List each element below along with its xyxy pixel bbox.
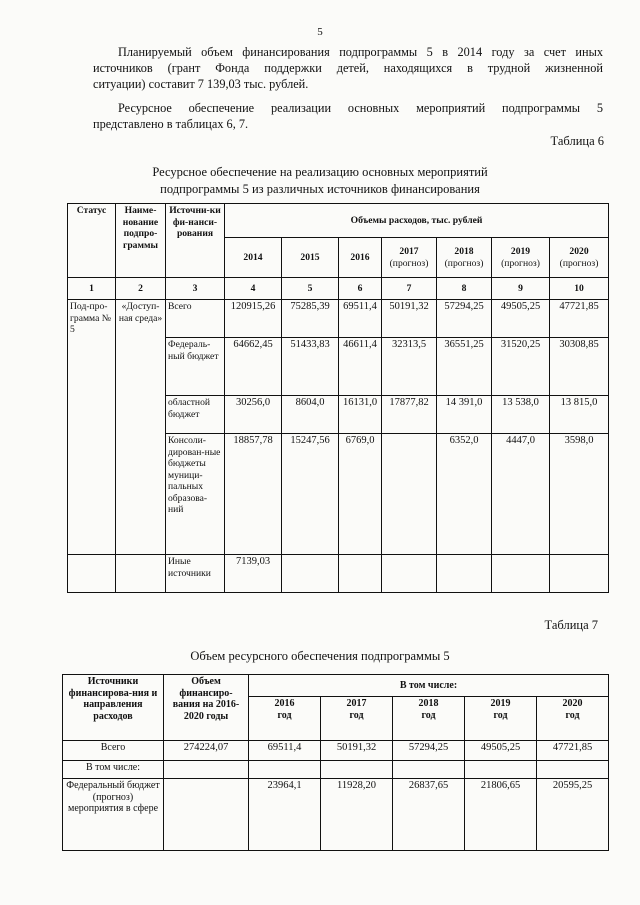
value-cell: 13 815,0 bbox=[550, 396, 609, 434]
year-unit: год bbox=[421, 709, 436, 721]
year-label: 2020 bbox=[562, 698, 583, 709]
value-cell: 26837,65 bbox=[393, 779, 465, 851]
source-cell: Консоли-дирован-ные бюджеты муници-пальных образова-ний bbox=[166, 434, 225, 555]
source-cell: Федераль-ный бюджет bbox=[166, 338, 225, 396]
page-number: 5 bbox=[317, 26, 323, 38]
source-cell: Иные источники bbox=[166, 555, 225, 593]
status-cell-empty bbox=[68, 555, 116, 593]
column-index: 7 bbox=[382, 278, 437, 300]
value-cell bbox=[249, 761, 321, 779]
value-cell: 30256,0 bbox=[225, 396, 282, 434]
status-cell: Под-про-грамма № 5 bbox=[68, 300, 116, 555]
value-cell: 3598,0 bbox=[550, 434, 609, 555]
year-label: 2018 bbox=[418, 698, 439, 709]
total-cell: 274224,07 bbox=[164, 741, 249, 761]
year-note: (прогноз) bbox=[501, 257, 540, 269]
value-cell: 15247,56 bbox=[282, 434, 339, 555]
header-status: Статус bbox=[68, 204, 116, 278]
table-row bbox=[63, 761, 609, 779]
table-row bbox=[68, 555, 609, 593]
year-note: (прогноз) bbox=[444, 257, 484, 269]
value-cell: 64662,45 bbox=[225, 338, 282, 396]
year-cell bbox=[382, 238, 437, 278]
table7-header-row bbox=[63, 675, 609, 697]
value-cell: 69511,4 bbox=[249, 741, 321, 761]
total-cell bbox=[164, 761, 249, 779]
table-row bbox=[68, 300, 609, 338]
table6-header-row bbox=[68, 204, 609, 238]
value-cell: 47721,85 bbox=[537, 741, 609, 761]
value-cell: 4447,0 bbox=[492, 434, 550, 555]
table6 bbox=[67, 203, 609, 593]
value-cell bbox=[321, 761, 393, 779]
value-cell: 36551,25 bbox=[437, 338, 492, 396]
header-sources: Источники финансирова-ния и направления расходов bbox=[63, 675, 164, 741]
header-expenses: Объемы расходов, тыс. рублей bbox=[225, 204, 609, 238]
year-label: 2017 bbox=[346, 698, 367, 709]
table6-title-line: Ресурсное обеспечение на реализацию основных мероприятий bbox=[152, 165, 488, 179]
column-index: 9 bbox=[492, 278, 550, 300]
value-cell: 6769,0 bbox=[339, 434, 382, 555]
program-name-cell: «Доступ-ная среда» bbox=[116, 300, 166, 555]
value-cell: 49505,25 bbox=[465, 741, 537, 761]
value-cell bbox=[382, 434, 437, 555]
table6-index-row bbox=[68, 278, 609, 300]
value-cell: 49505,25 bbox=[492, 300, 550, 338]
value-cell: 50191,32 bbox=[321, 741, 393, 761]
paragraph-resources bbox=[93, 100, 603, 132]
column-index: 2 bbox=[116, 278, 166, 300]
year-cell bbox=[550, 238, 609, 278]
year-cell bbox=[492, 238, 550, 278]
table7-title: Объем ресурсного обеспечения подпрограммы 5 bbox=[190, 649, 450, 663]
year-unit: год bbox=[493, 709, 508, 721]
program-name-cell-empty bbox=[116, 555, 166, 593]
value-cell: 21806,65 bbox=[465, 779, 537, 851]
year-label: 2017 bbox=[399, 246, 419, 257]
row-label: Всего bbox=[63, 741, 164, 761]
value-cell: 57294,25 bbox=[437, 300, 492, 338]
year-label: 2016 bbox=[274, 698, 295, 709]
table7-label: Таблица 7 bbox=[544, 618, 598, 632]
value-cell: 46611,4 bbox=[339, 338, 382, 396]
year-cell bbox=[249, 697, 321, 741]
value-cell bbox=[393, 761, 465, 779]
value-cell: 23964,1 bbox=[249, 779, 321, 851]
paragraph-line: источников (грант Фонда поддержки детей, находящихся в трудной жизненной bbox=[93, 61, 603, 75]
source-cell: Всего bbox=[166, 300, 225, 338]
paragraph-line: представлено в таблицах 6, 7. bbox=[93, 117, 249, 131]
column-index: 10 bbox=[550, 278, 609, 300]
column-index: 4 bbox=[225, 278, 282, 300]
year-cell bbox=[393, 697, 465, 741]
value-cell: 57294,25 bbox=[393, 741, 465, 761]
value-cell: 11928,20 bbox=[321, 779, 393, 851]
year-cell bbox=[282, 238, 339, 278]
year-label: 2015 bbox=[300, 251, 320, 263]
value-cell: 31520,25 bbox=[492, 338, 550, 396]
value-cell: 30308,85 bbox=[550, 338, 609, 396]
value-cell bbox=[492, 555, 550, 593]
value-cell: 17877,82 bbox=[382, 396, 437, 434]
row-label: В том числе: bbox=[63, 761, 164, 779]
year-unit: год bbox=[277, 709, 292, 721]
year-label: 2019 bbox=[490, 698, 511, 709]
value-cell: 50191,32 bbox=[382, 300, 437, 338]
value-cell: 75285,39 bbox=[282, 300, 339, 338]
total-cell bbox=[164, 779, 249, 851]
value-cell: 69511,4 bbox=[339, 300, 382, 338]
value-cell: 51433,83 bbox=[282, 338, 339, 396]
year-unit: год bbox=[349, 709, 364, 721]
value-cell: 8604,0 bbox=[282, 396, 339, 434]
year-cell bbox=[339, 238, 382, 278]
value-cell bbox=[537, 761, 609, 779]
header-volume: Объем финансиро-вания на 2016-2020 годы bbox=[164, 675, 249, 741]
value-cell bbox=[550, 555, 609, 593]
column-index: 8 bbox=[437, 278, 492, 300]
year-cell bbox=[225, 238, 282, 278]
value-cell: 13 538,0 bbox=[492, 396, 550, 434]
value-cell bbox=[382, 555, 437, 593]
year-label: 2020 bbox=[569, 246, 589, 257]
value-cell bbox=[282, 555, 339, 593]
column-index: 6 bbox=[339, 278, 382, 300]
year-cell bbox=[537, 697, 609, 741]
year-label: 2014 bbox=[243, 251, 263, 263]
paragraph-line: Планируемый объем финансирования подпрограммы 5 в 2014 году за счет иных bbox=[118, 45, 603, 59]
table-row bbox=[63, 741, 609, 761]
value-cell: 6352,0 bbox=[437, 434, 492, 555]
year-unit: год bbox=[565, 709, 580, 721]
paragraph-funding bbox=[93, 44, 603, 92]
value-cell bbox=[339, 555, 382, 593]
column-index: 3 bbox=[166, 278, 225, 300]
value-cell: 120915,26 bbox=[225, 300, 282, 338]
column-index: 1 bbox=[68, 278, 116, 300]
paragraph-line: Ресурсное обеспечение реализации основных мероприятий подпрограммы 5 bbox=[118, 101, 603, 115]
table6-title-line: подпрограммы 5 из различных источников финансирования bbox=[160, 182, 480, 196]
year-label: 2018 bbox=[454, 246, 474, 257]
value-cell: 32313,5 bbox=[382, 338, 437, 396]
value-cell: 7139,03 bbox=[225, 555, 282, 593]
header-program-name: Наиме-нование подпро-граммы bbox=[116, 204, 166, 278]
year-label: 2016 bbox=[350, 251, 370, 263]
year-note: (прогноз) bbox=[389, 257, 429, 269]
year-label: 2019 bbox=[510, 246, 531, 257]
header-sources: Источни-ки фи-нанси-рования bbox=[166, 204, 225, 278]
table7 bbox=[62, 674, 609, 851]
value-cell: 18857,78 bbox=[225, 434, 282, 555]
year-cell bbox=[321, 697, 393, 741]
column-index: 5 bbox=[282, 278, 339, 300]
header-incl: В том числе: bbox=[249, 675, 609, 697]
paragraph-line: ситуации) составит 7 139,03 тыс. рублей. bbox=[93, 77, 309, 91]
value-cell: 20595,25 bbox=[537, 779, 609, 851]
value-cell bbox=[465, 761, 537, 779]
table6-label: Таблица 6 bbox=[550, 134, 604, 148]
year-cell bbox=[437, 238, 492, 278]
table6-title bbox=[0, 164, 640, 198]
value-cell: 16131,0 bbox=[339, 396, 382, 434]
source-cell: областной бюджет bbox=[166, 396, 225, 434]
year-cell bbox=[465, 697, 537, 741]
value-cell: 47721,85 bbox=[550, 300, 609, 338]
table-row bbox=[63, 779, 609, 851]
row-label: Федеральный бюджет (прогноз) мероприятия в сфере bbox=[63, 779, 164, 851]
value-cell bbox=[437, 555, 492, 593]
year-note: (прогноз) bbox=[559, 257, 599, 269]
value-cell: 14 391,0 bbox=[437, 396, 492, 434]
